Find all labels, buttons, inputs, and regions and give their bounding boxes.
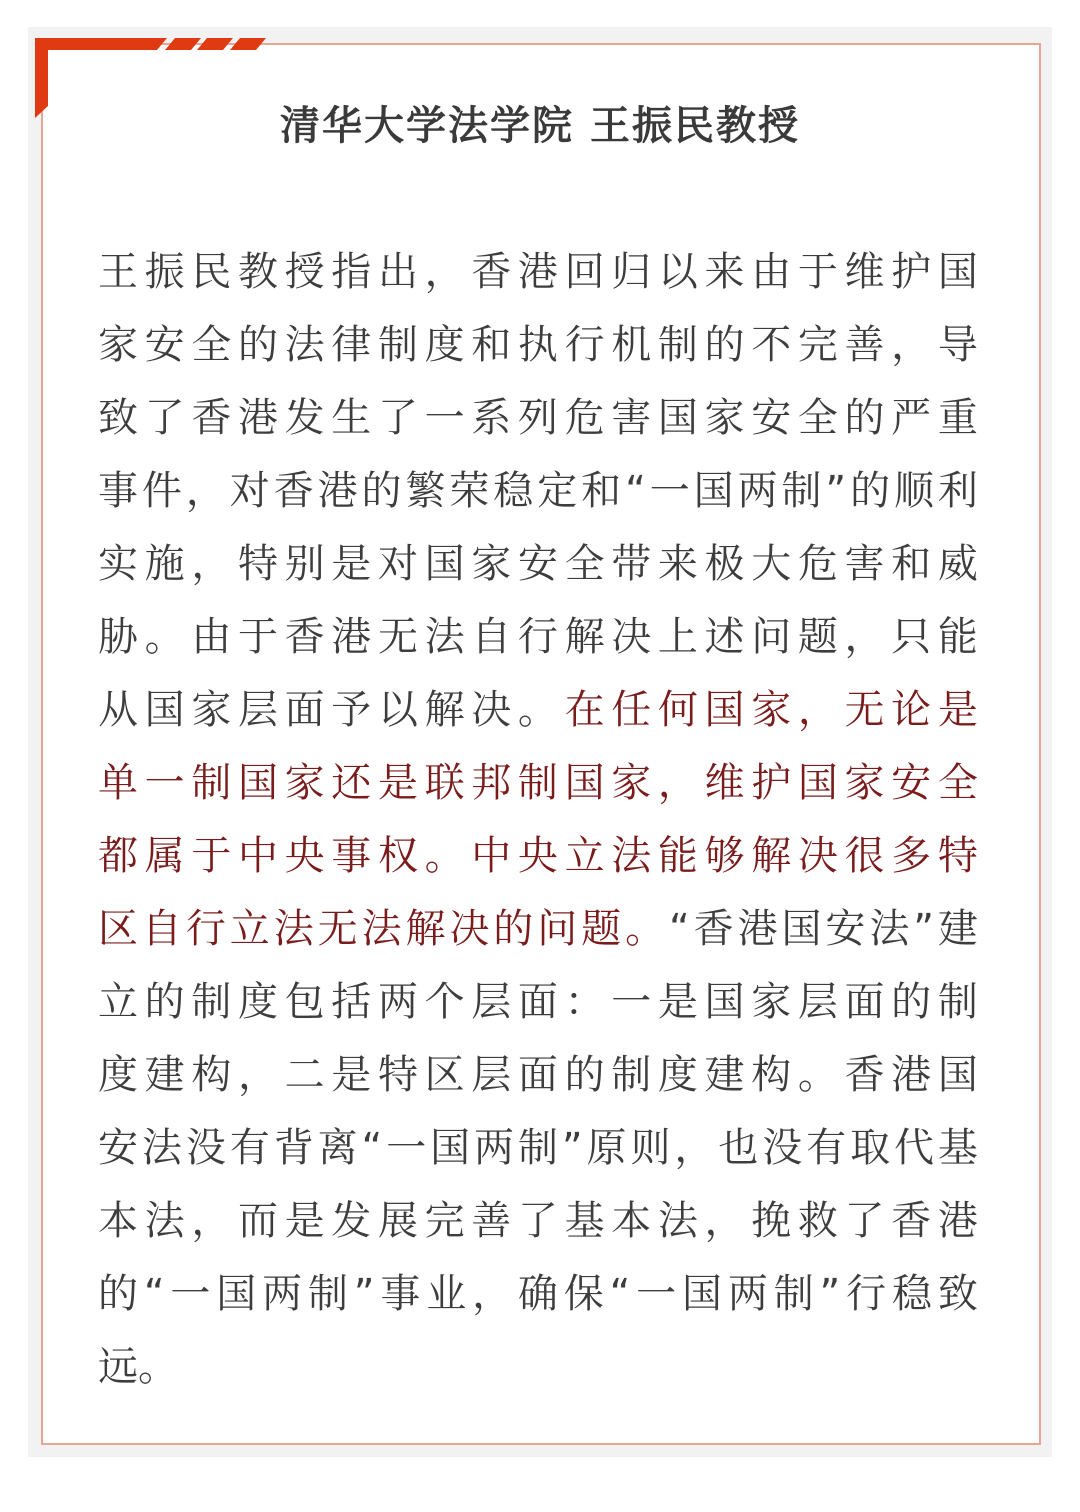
text-line: 实 施 ， 特 别 是 对 国 家 安 全 带 来 极 大 危 害 和 威 xyxy=(98,541,978,587)
text-line: 事 件 ， 对 香 港 的 繁 荣 稳 定 和 “ 一 国 两 制 ” 的 顺 利 xyxy=(98,468,978,514)
text-line: 区 自 行 立 法 无 法 解 决 的 问 题 。 “ 香 港 国 安 法 ” 建 xyxy=(98,906,978,952)
text-line: 本 法 ， 而 是 发 展 完 善 了 基 本 法 ， 挽 救 了 香 港 xyxy=(98,1198,978,1244)
text-line: 王 振 民 教 授 指 出 ， 香 港 回 归 以 来 由 于 维 护 国 xyxy=(98,249,978,295)
text-line: 远 。 xyxy=(98,1344,178,1390)
text-line: 家 安 全 的 法 律 制 度 和 执 行 机 制 的 不 完 善 ， 导 xyxy=(98,322,978,368)
text-line: 单 一 制 国 家 还 是 联 邦 制 国 家 ， 维 护 国 家 安 全 xyxy=(98,760,978,806)
stripe-2 xyxy=(197,38,233,50)
text-line: 度 建 构 ， 二 是 特 区 层 面 的 制 度 建 构 。 香 港 国 xyxy=(98,1052,978,1098)
stripe-3 xyxy=(230,38,266,50)
text-line: 胁 。 由 于 香 港 无 法 自 行 解 决 上 述 问 题 ， 只 能 xyxy=(98,614,978,660)
article-body xyxy=(98,240,978,1408)
text-line: 致 了 香 港 发 生 了 一 系 列 危 害 国 家 安 全 的 严 重 xyxy=(98,395,978,441)
stripe-1 xyxy=(165,38,201,50)
text-line: 都 属 于 中 央 事 权 。 中 央 立 法 能 够 解 决 很 多 特 xyxy=(98,833,978,879)
text-line: 的 “ 一 国 两 制 ” 事 业 ， 确 保 “ 一 国 两 制 ” 行 稳 致 xyxy=(98,1271,978,1317)
text-line: 安 法 没 有 背 离 “ 一 国 两 制 ” 原 则 ， 也 没 有 取 代 基 xyxy=(98,1125,978,1171)
page-title: 清华大学法学院 王振民教授 xyxy=(280,103,800,149)
text-line: 从 国 家 层 面 予 以 解 决 。 在 任 何 国 家 ， 无 论 是 xyxy=(98,687,978,733)
text-line: 立 的 制 度 包 括 两 个 层 面 ： 一 是 国 家 层 面 的 制 xyxy=(98,979,978,1025)
